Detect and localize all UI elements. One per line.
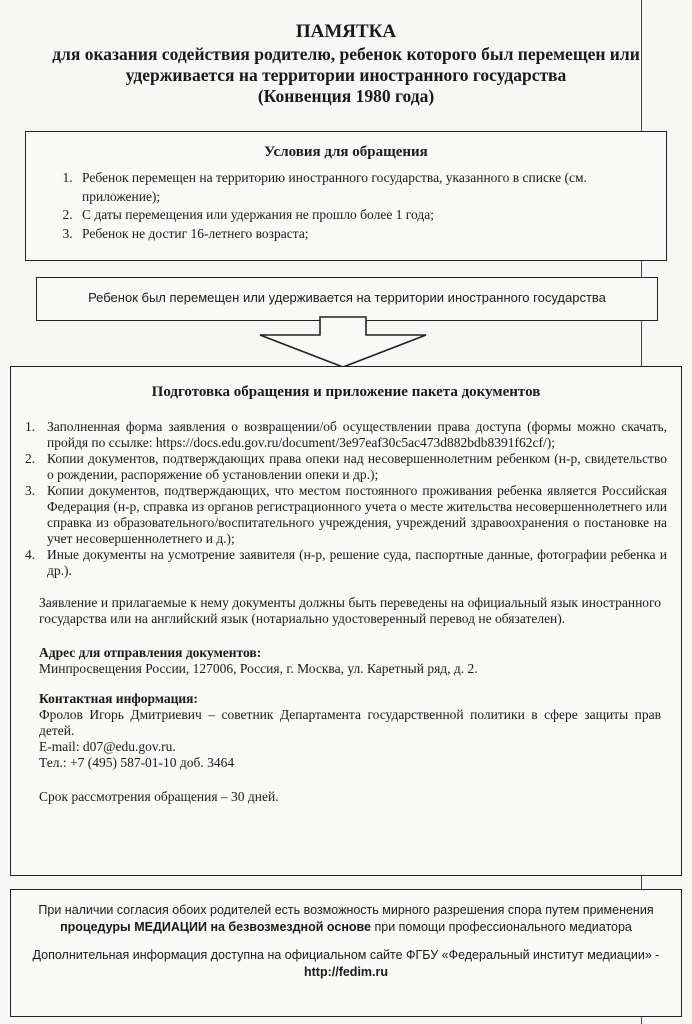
situation-box <box>36 277 658 321</box>
conditions-title: Условия для обращения <box>264 144 428 160</box>
address-label: Адрес для отправления документов: <box>39 645 262 660</box>
subtitle-line-1: для оказания содействия родителю, ребенок которого был перемещен или <box>52 44 640 64</box>
document-header <box>0 20 692 107</box>
subtitle-line-2: удерживается на территории иностранного государства <box>125 65 567 85</box>
mediation-box <box>10 889 682 1017</box>
condition-item: 2. С даты перемещения или удержания не прошло более 1 года; <box>76 206 666 225</box>
conditions-box <box>25 131 667 261</box>
down-arrow-icon <box>258 316 428 368</box>
document-item: 1. Заполненная форма заявления о возвращении/об осуществлении права доступа (формы можно скачать, пройдя по ссылке: https://docs.edu.gov.ru/document/3e97eaf30c5ac473d882bdb8391f62cf/); <box>25 419 667 450</box>
document-item: 2. Копии документов, подтверждающих права опеки над несовершеннолетним ребенком (н-р, свидетельство о рождении, распоряжение об установлении опеки и др.); <box>25 451 667 482</box>
mediation-highlight: процедуры МЕДИАЦИИ на безвозмездной основе <box>60 919 371 934</box>
document-title: ПАМЯТКА <box>295 21 397 42</box>
address-text: Минпросвещения России, 127006, Россия, г. Москва, ул. Каретный ряд, д. 2. <box>39 661 478 676</box>
mediation-info: Дополнительная информация доступна на официальном сайте ФГБУ «Федеральный институт медиации» - http://fedim.ru <box>32 948 660 979</box>
preparation-box <box>10 366 682 876</box>
review-period: Срок рассмотрения обращения – 30 дней. <box>39 789 279 804</box>
situation-text: Ребенок был перемещен или удерживается на территории иностранного государства <box>88 290 606 305</box>
contact-person: Фролов Игорь Дмитриевич – советник Департамента государственной политики в сфере защиты прав детей. <box>39 707 661 738</box>
preparation-title: Подготовка обращения и приложение пакета документов <box>151 384 541 400</box>
mediation-site-link[interactable]: http://fedim.ru <box>303 964 388 979</box>
conditions-list <box>26 169 666 243</box>
contact-label: Контактная информация: <box>39 691 198 706</box>
subtitle-line-3: (Конвенция 1980 года) <box>257 86 435 106</box>
mediation-text: При наличии согласия обоих родителей есть возможность мирного разрешения спора путем применения процедуры МЕДИАЦИИ на безвозмездной основе при помощи профессионального медиатора <box>38 903 654 934</box>
contact-email: E-mail: d07@edu.gov.ru. <box>39 739 176 754</box>
document-item: 4. Иные документы на усмотрение заявителя (н-р, решение суда, паспортные данные, фотографии ребенка и др.). <box>25 547 667 578</box>
condition-item: 1. Ребенок перемещен на территорию иностранного государства, указанного в списке (см. приложение); <box>76 169 666 206</box>
documents-list <box>11 419 681 579</box>
condition-item: 3. Ребенок не достиг 16-летнего возраста; <box>76 225 666 244</box>
translation-note: Заявление и прилагаемые к нему документы должны быть переведены на официальный язык иностранного государства или на английский язык (нотариально удостоверенный перевод не обязателен). <box>39 595 661 626</box>
contact-phone: Тел.: +7 (495) 587-01-10 доб. 3464 <box>39 755 235 770</box>
document-item: 3. Копии документов, подтверждающих, что местом постоянного проживания ребенка является Российская Федерация (н-р, справка из органов регистрационного учета о месте жительства несовершеннолетнего или справка из образовательного/воспитательного учреждения, учреждений здравоохранения о постановке на учет несовершеннолетнего и д.); <box>25 483 667 546</box>
